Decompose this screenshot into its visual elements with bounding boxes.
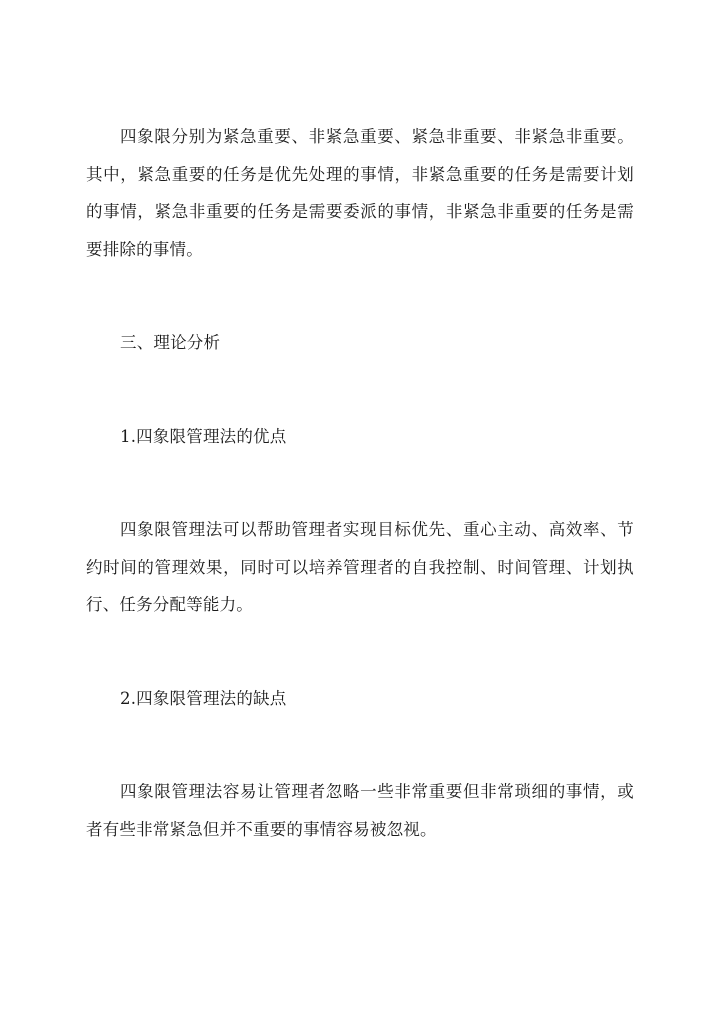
paragraph-quadrants: 四象限分别为紧急重要、非紧急重要、紧急非重要、非紧急非重要。其中，紧急重要的任务是优先处理的事情，非紧急重要的任务是需要计划的事情，紧急非重要的任务是需要委派的事情，非紧急非重要的任务是需要排除的事情。 xyxy=(86,127,634,259)
subheading-advantages: 1.四象限管理法的优点 xyxy=(120,426,287,446)
spacer xyxy=(86,717,634,773)
spacer xyxy=(86,362,634,418)
spacer xyxy=(86,455,634,511)
spacer xyxy=(86,268,634,324)
document-body xyxy=(86,118,634,848)
section-heading: 三、理论分析 xyxy=(120,333,221,352)
paragraph-advantages: 四象限管理法可以帮助管理者实现目标优先、重心主动、高效率、节约时间的管理效果，同时可以培养管理者的自我控制、时间管理、计划执行、任务分配等能力。 xyxy=(86,520,634,614)
paragraph-disadvantages: 四象限管理法容易让管理者忽略一些非常重要但非常琐细的事情，或者有些非常紧急但并不重要的事情容易被忽视。 xyxy=(86,782,634,839)
spacer xyxy=(86,624,634,680)
subheading-disadvantages: 2.四象限管理法的缺点 xyxy=(120,688,287,708)
